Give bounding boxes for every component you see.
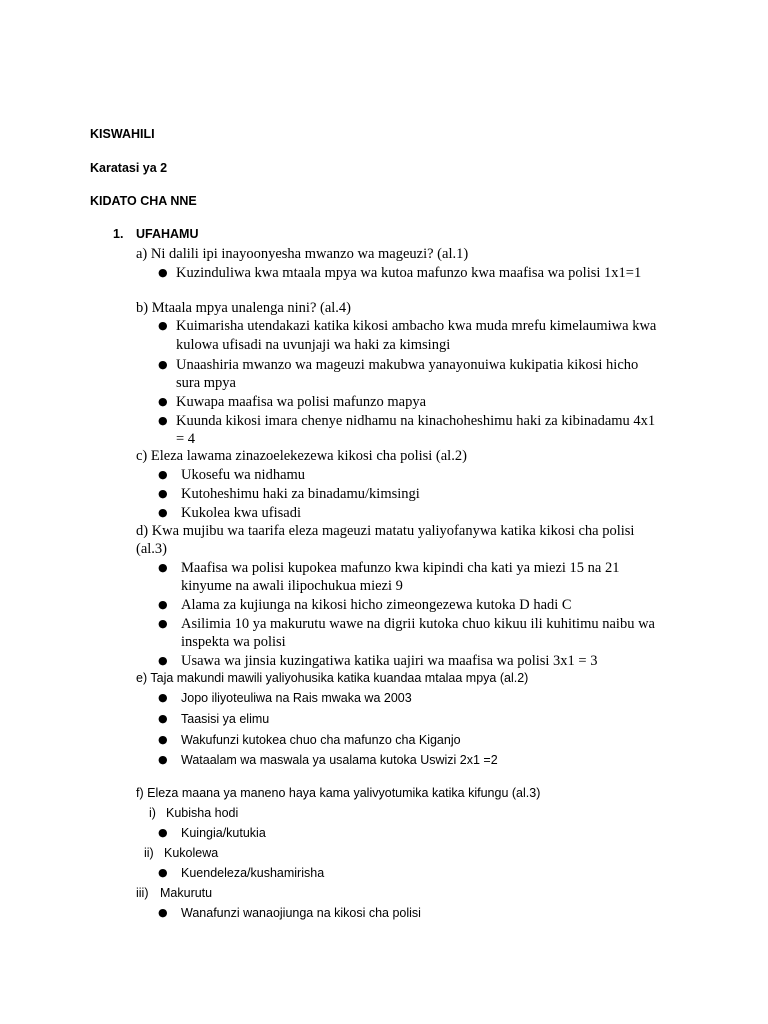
- question-d-line2: (al.3): [136, 541, 167, 557]
- section-title: UFAHAMU: [136, 227, 199, 241]
- vocab-meaning: Wanafunzi wanaojiunga na kikosi cha polisi: [181, 906, 421, 920]
- bullet-icon: ●: [158, 506, 168, 519]
- bullet-icon: ●: [158, 866, 168, 879]
- bullet-icon: ●: [158, 691, 168, 704]
- answer-d-3-line2: inspekta wa polisi: [181, 634, 286, 650]
- answer-d-4: Usawa wa jinsia kuzingatiwa katika uajiri wa maafisa wa polisi 3x1 = 3: [181, 653, 598, 669]
- bullet-icon: ●: [158, 395, 168, 408]
- question-d-line1: d) Kwa mujibu wa taarifa eleza mageuzi matatu yaliyofanywa katika kikosi cha polisi: [136, 523, 635, 539]
- roman-numeral: iii): [136, 886, 149, 900]
- answer-d-1-line1: Maafisa wa polisi kupokea mafunzo kwa kipindi cha kati ya miezi 15 na 21: [181, 560, 620, 576]
- answer-c-2: Kutoheshimu haki za binadamu/kimsingi: [181, 486, 420, 502]
- bullet-icon: ●: [158, 753, 168, 766]
- bullet-icon: ●: [158, 598, 168, 611]
- question-e: e) Taja makundi mawili yaliyohusika katika kuandaa mtalaa mpya (al.2): [136, 671, 529, 685]
- answer-c-1: Ukosefu wa nidhamu: [181, 467, 306, 483]
- answer-e-1: Jopo iliyoteuliwa na Rais mwaka wa 2003: [181, 691, 412, 705]
- bullet-icon: ●: [158, 414, 168, 427]
- question-f: f) Eleza maana ya maneno haya kama yalivyotumika katika kifungu (al.3): [136, 786, 541, 800]
- vocab-word: Kubisha hodi: [166, 806, 239, 820]
- answer-b-4-line2: = 4: [176, 431, 196, 447]
- answer-e-4: Wataalam wa maswala ya usalama kutoka Uswizi 2x1 =2: [181, 753, 498, 767]
- answer-d-3-line1: Asilimia 10 ya makurutu wawe na digrii kutoka chuo kikuu ili kuhitimu naibu wa: [181, 616, 655, 632]
- subject-heading: KISWAHILI: [90, 127, 155, 141]
- answer-d-1-line2: kinyume na awali ilipochukua miezi 9: [181, 578, 403, 594]
- answer-b-2-line2: sura mpya: [176, 375, 236, 391]
- bullet-icon: ●: [158, 826, 168, 839]
- bullet-icon: ●: [158, 733, 168, 746]
- vocab-meaning: Kuingia/kutukia: [181, 826, 266, 840]
- answer-b-4-line1: Kuunda kikosi imara chenye nidhamu na kinachoheshimu haki za kibinadamu 4x1: [176, 413, 656, 429]
- question-c: c) Eleza lawama zinazoelekezewa kikosi cha polisi (al.2): [136, 448, 467, 464]
- answer-d-2: Alama za kujiunga na kikosi hicho zimeongezewa kutoka D hadi C: [181, 597, 572, 613]
- question-a: a) Ni dalili ipi inayoonyesha mwanzo wa mageuzi? (al.1): [136, 246, 469, 262]
- paper-heading: Karatasi ya 2: [90, 161, 168, 175]
- answer-e-2: Taasisi ya elimu: [181, 712, 270, 726]
- answer-e-3: Wakufunzi kutokea chuo cha mafunzo cha Kiganjo: [181, 733, 461, 747]
- bullet-icon: ●: [158, 358, 168, 371]
- roman-numeral: i): [149, 806, 156, 820]
- vocab-word: Makurutu: [160, 886, 213, 900]
- question-b: b) Mtaala mpya unalenga nini? (al.4): [136, 300, 352, 316]
- roman-numeral: ii): [144, 846, 154, 860]
- form-heading: KIDATO CHA NNE: [90, 194, 197, 208]
- bullet-icon: ●: [158, 319, 168, 332]
- section-number: 1.: [113, 227, 124, 241]
- bullet-icon: ●: [158, 468, 168, 481]
- bullet-icon: ●: [158, 266, 168, 279]
- bullet-icon: ●: [158, 487, 168, 500]
- answer-a-1: Kuzinduliwa kwa mtaala mpya wa kutoa mafunzo kwa maafisa wa polisi 1x1=1: [176, 265, 642, 281]
- answer-b-1-line2: kulowa ufisadi na uvunjaji wa haki za kimsingi: [176, 337, 451, 353]
- vocab-meaning: Kuendeleza/kushamirisha: [181, 866, 325, 880]
- bullet-icon: ●: [158, 712, 168, 725]
- answer-c-3: Kukolea kwa ufisadi: [181, 505, 301, 521]
- bullet-icon: ●: [158, 617, 168, 630]
- answer-b-3: Kuwapa maafisa wa polisi mafunzo mapya: [176, 394, 427, 410]
- answer-b-2-line1: Unaashiria mwanzo wa mageuzi makubwa yanayonuiwa kukipatia kikosi hicho: [176, 357, 639, 373]
- vocab-word: Kukolewa: [164, 846, 219, 860]
- bullet-icon: ●: [158, 906, 168, 919]
- bullet-icon: ●: [158, 654, 168, 667]
- bullet-icon: ●: [158, 561, 168, 574]
- answer-b-1-line1: Kuimarisha utendakazi katika kikosi ambacho kwa muda mrefu kimelaumiwa kwa: [176, 318, 657, 334]
